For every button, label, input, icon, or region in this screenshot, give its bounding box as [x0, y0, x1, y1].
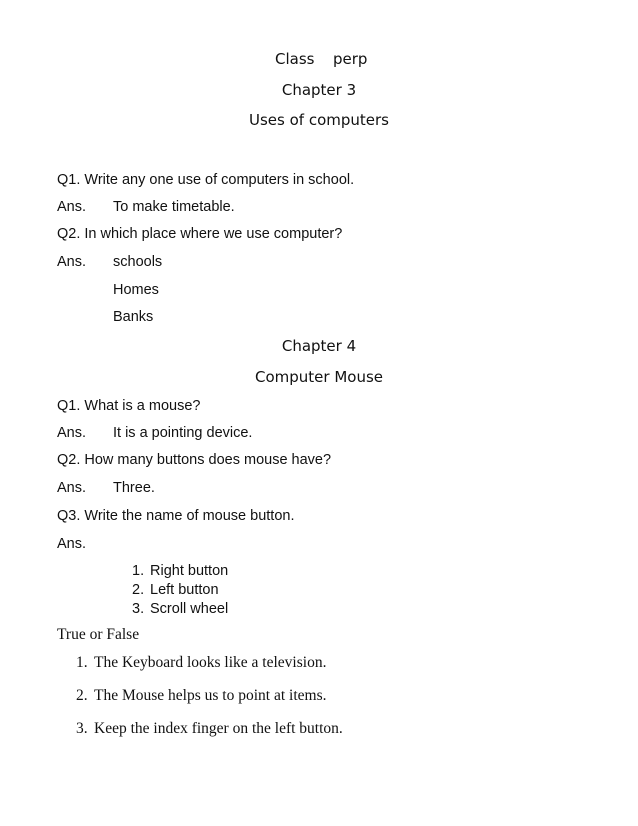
- list-item: [132, 582, 219, 598]
- list-text: Scroll wheel: [150, 601, 229, 617]
- list-item: [132, 563, 228, 579]
- chapter3-subtitle: Uses of computers: [249, 111, 389, 129]
- class-value: perp: [333, 50, 368, 68]
- ch3-answer-2-item: schools: [113, 254, 163, 270]
- list-text: The Mouse helps us to point at items.: [94, 687, 327, 704]
- list-text: Right button: [150, 563, 229, 579]
- chapter4-subtitle: Computer Mouse: [254, 368, 383, 386]
- ch3-question-2: Q2. In which place where we use computer?: [57, 226, 343, 242]
- ch3-answer-2-item: Banks: [113, 309, 154, 325]
- true-false-heading: True or False: [57, 626, 140, 643]
- list-item: [132, 601, 228, 617]
- list-number: 2.: [76, 687, 88, 704]
- list-number: 1.: [132, 563, 145, 579]
- ch3-answer-2-item: Homes: [113, 282, 159, 298]
- ch4-answer-1: It is a pointing device.: [113, 425, 253, 441]
- ch4-answer-3-label: Ans.: [57, 536, 87, 552]
- class-label: Class: [275, 50, 315, 68]
- ch4-question-1: Q1. What is a mouse?: [57, 398, 201, 414]
- ch4-question-3: Q3. Write the name of mouse button.: [57, 508, 295, 524]
- ch4-answer-2-label: Ans.: [57, 480, 87, 496]
- ch3-answer-1: To make timetable.: [113, 199, 235, 215]
- list-text: Left button: [150, 582, 219, 598]
- ch4-question-2: Q2. How many buttons does mouse have?: [57, 452, 332, 468]
- list-number: 3.: [76, 720, 88, 737]
- ch3-answer-1-label: Ans.: [57, 199, 87, 215]
- list-item: [76, 654, 326, 672]
- list-text: Keep the index finger on the left button.: [94, 720, 343, 737]
- ch4-answer-2: Three.: [113, 480, 155, 496]
- ch3-question-1: Q1. Write any one use of computers in school.: [57, 172, 355, 188]
- list-number: 3.: [132, 601, 145, 617]
- list-number: 1.: [76, 654, 88, 671]
- ch4-answer-1-label: Ans.: [57, 425, 87, 441]
- ch3-answer-2-label: Ans.: [57, 254, 87, 270]
- chapter4-title: Chapter 4: [281, 337, 357, 355]
- list-item: [76, 687, 326, 705]
- list-item: [76, 720, 343, 738]
- list-number: 2.: [132, 582, 145, 598]
- chapter3-title: Chapter 3: [281, 81, 357, 99]
- list-text: The Keyboard looks like a television.: [94, 654, 327, 671]
